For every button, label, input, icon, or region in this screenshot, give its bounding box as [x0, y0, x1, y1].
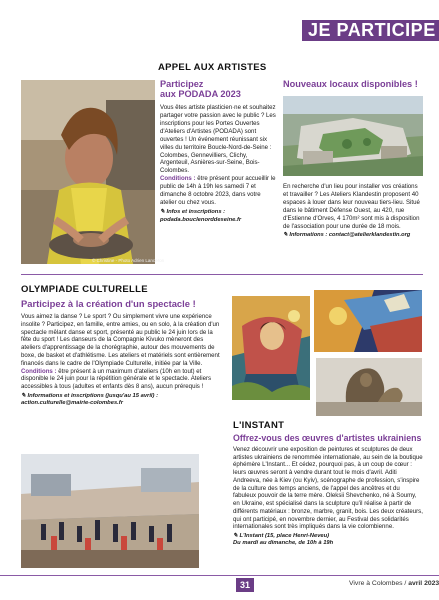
locaux-info[interactable]: Informations : contact@atelierklandestin.org	[289, 231, 411, 238]
artwork-painting-woman	[232, 296, 310, 400]
podada-headline-line1: Participez	[160, 79, 204, 89]
olympiade-conditions-text: être présent à un maximum d'ateliers (10h en tout) et disponible le 24 juin pour la répétition générale et le spectacle. Ateliers accessibles à tous (adultes et enfants dès 8 ans), aucun prérequis !	[21, 367, 212, 391]
olympiade-info-link[interactable]: action.culturelle@mairie-colombes.fr	[21, 400, 123, 407]
artwork-sculpture	[316, 358, 422, 416]
info-icon: ✎	[233, 533, 240, 540]
olympiade-body-text: Vous aimez la danse ? Le sport ? Ou simplement vivre une expérience insolite ? Participez, en famille, entre amies, ou en solo, à la création d'un spectacle mêlant danse et sport, présenté au public le 24 juin lors de la fête du sport ! Les danseurs de la Compagnie Kivuko mèneront des ateliers d'apprentissage de la chorégraphie, autour des mouvements de boxe, de basket et d'athlétisme. Les ateliers et matériels sont entièrement financés dans le cadre de l'Olympiade Culturelle, initiée par la Ville.	[21, 313, 220, 367]
page-number: 31	[236, 578, 254, 592]
info-icon: ✎	[160, 208, 167, 215]
section-title-olympiade: OLYMPIADE CULTURELLE	[21, 284, 148, 295]
podada-conditions-text: être présent pour accueillir le public de 14h à 19h les samedi 7 et dimanche 8 octobre 2023, dans votre atelier ou chez vous.	[160, 175, 276, 207]
section-title-appel: APPEL AUX ARTISTES	[158, 62, 267, 73]
podada-headline	[160, 80, 280, 100]
olympiade-conditions-label: Conditions :	[21, 367, 57, 375]
olympiade-info-label: Informations et inscriptions (jusqu'au 15 avril) :	[27, 392, 159, 399]
podada-conditions-label: Conditions :	[160, 175, 196, 183]
footer-magazine: Vivre à Colombes / avril 2023	[349, 580, 439, 587]
podada-info-link[interactable]: podada.bouclenorddeseine.fr	[160, 216, 242, 223]
instant-info-hours: Du mardi au dimanche, de 10h à 19h	[233, 540, 334, 547]
footer-magazine-name: Vivre à Colombes	[349, 580, 403, 587]
locaux-headline: Nouveaux locaux disponibles !	[283, 79, 418, 89]
locaux-body-text: En recherche d'un lieu pour installer vos créations et travailler ? Les Ateliers Klandestin proposent 40 espaces à louer dans leur nouveau tiers-lieu. Situé dans le bâtiment Défense Ouest, au 420, rue d'Estienne d'Orves, 4 170m² sont mis à disposition de l'association pour une durée de 18 mois.	[283, 183, 420, 230]
olympiade-headline: Participez à la création d'un spectacle !	[21, 298, 196, 309]
artwork-abstract-painting	[314, 290, 422, 352]
podada-body	[160, 104, 277, 224]
podada-info-label: Infos et inscriptions :	[166, 208, 226, 215]
photo-olympiade-dance	[21, 454, 199, 568]
photo-credit: © Christine - Photo Adrien Lanceron	[92, 258, 165, 263]
info-icon: ✎	[21, 392, 28, 399]
podada-headline-line2: aux PODADA 2023	[160, 88, 241, 99]
section-title-instant: L'INSTANT	[233, 420, 285, 431]
photo-podada-artist	[21, 80, 155, 264]
instant-headline: Offrez-vous des œuvres d'artistes ukrainiens	[233, 433, 422, 443]
footer-rule	[0, 575, 439, 576]
instant-info-address: L'Instant (15, place Henri-Neveu)	[239, 533, 330, 540]
locaux-body	[283, 183, 423, 239]
photo-locaux-aerial	[283, 96, 423, 176]
podada-body-text: Vous êtes artiste plasticien·ne et souhaitez partager votre passion avec le public ? Les inscriptions pour les Portes Ouvertes d'Ateliers d'Artistes (PODADA) sont ouvertes ! Un événement réunissant six villes du territoire Boucle-Nord-de-Seine : Colombes, Gennevilliers, Clichy, Argenteuil, Asnières-sur-Seine, Bois-Colombes.	[160, 104, 276, 175]
olympiade-body	[21, 313, 221, 408]
instant-body-text: Venez découvrir une exposition de peintures et sculptures de deux artistes ukrainiens de renommée internationale, au sein de la boutique éphémère L'Instant... Et cédez, pourquoi pas, à un coup de cœur : leurs œuvres seront à vendre durant tout le mois d'avril. Aditi Andreeva, née à Kiev (ou Kyiv), scénographe de profession, s'inspire de la culture des temps anciens, de l'appel des ancêtres et du fabuleux pouvoir de la terre mère. Oleksii Shevchenko, né à Soumy, en Ukraine, est spécialisé dans la sculpture qu'il réalise à partir de différents matériaux : bronze, marbre, granit, bois. Les deux créateurs, qui ont participé, en novembre dernier, au Festival des solidarités internationales sont très impliqués dans la vie colombienne.	[233, 446, 423, 531]
footer-issue: avril 2023	[408, 580, 439, 587]
instant-body	[233, 446, 423, 548]
section-divider	[21, 274, 423, 275]
info-icon: ✎	[283, 231, 290, 238]
section-banner: JE PARTICIPE	[302, 20, 439, 41]
